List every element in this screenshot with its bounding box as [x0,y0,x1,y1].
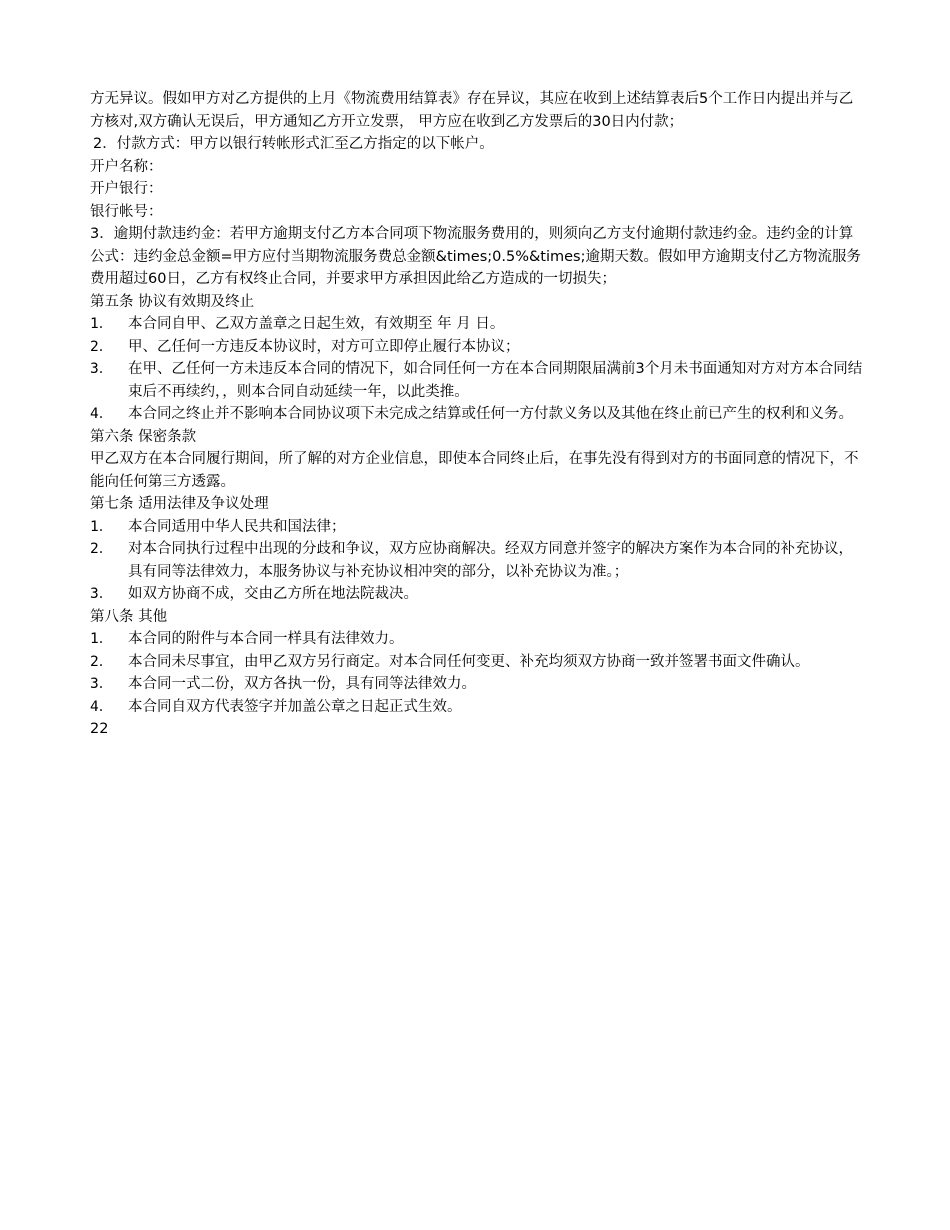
list-item-number: 1． [90,316,114,332]
list-item [90,516,865,539]
list-item-text: 本合同的附件与本合同一样具有法律效力。 [128,631,404,647]
list-item-number: 1． [90,518,114,535]
list-item-text: 对本合同执行过程中出现的分歧和争议，双方应协商解决。经双方同意并签字的解决方案作为本合同的补充协议，具有同等法律效力，本服务协议与补充协议相冲突的部分，以补充协议为准。； [128,541,853,580]
bank-line: 开户银行： [90,181,163,197]
list-item [90,538,865,583]
list-item-text: 本合同一式二份，双方各执一份，具有同等法律效力。 [128,676,476,692]
list-item [90,358,865,403]
article-6-title: 第六条 保密条款 [90,428,197,445]
payment-settlement-paragraph: 方无异议。假如甲方对乙方提供的上月《物流费用结算表》存在异议，其应在收到上述结算表后5个工作日内提出并与乙方核对,双方确认无误后，甲方通知乙方开立发票， 甲方应在收到乙方发票后的30日内付款； [90,91,854,130]
page-number: 22 [90,721,109,737]
payment-method-paragraph: 2．付款方式：甲方以银行转帐形式汇至乙方指定的以下帐户。 [93,136,494,152]
list-item-text: 本合同之终止并不影响本合同协议项下未完成之结算或任何一方付款义务以及其他在终止前已产生的权利和义务。 [128,406,853,422]
list-item-text: 本合同自双方代表签字并加盖公章之日起正式生效。 [128,698,462,715]
list-item-text: 本合同自甲、乙双方盖章之日起生效，有效期至 年 月 日。 [128,316,505,332]
list-item [90,403,865,426]
list-item-number: 3． [90,676,114,692]
article-5-list [90,313,865,426]
list-item-number: 4． [90,698,114,715]
list-item-number: 2． [90,338,114,355]
list-item-text: 在甲、乙任何一方未违反本合同的情况下，如合同任何一方在本合同期限届满前3个月未书面通知对方对方本合同结束后不再续约，，则本合同自动延续一年，以此类推。 [128,361,863,400]
article-6-text: 甲乙双方在本合同履行期间，所了解的对方企业信息，即使本合同终止后，在事先没有得到对方的书面同意的情况下，不能向任何第三方透露。 [90,451,859,490]
list-item-number: 3． [90,586,114,602]
list-item-number: 2． [90,653,114,670]
article-8-title: 第八条 其他 [90,608,168,625]
list-item [90,583,865,606]
list-item [90,628,865,651]
list-item-text: 本合同适用中华人民共和国法律； [128,518,346,535]
list-item [90,696,865,719]
list-item-text: 如双方协商不成，交由乙方所在地法院裁决。 [128,586,418,602]
article-8-list [90,628,865,718]
article-5-title: 第五条 协议有效期及终止 [90,293,255,310]
article-7-list [90,516,865,606]
list-item-text: 本合同未尽事宜，由甲乙双方另行商定。对本合同任何变更、补充均须双方协商一致并签署书面文件确认。 [128,653,810,670]
list-item-number: 3． [90,361,114,377]
list-item-text: 甲、乙任何一方违反本协议时，对方可立即停止履行本协议； [128,338,520,355]
account-number-line: 银行帐号： [90,203,163,220]
list-item-number: 2． [90,541,114,557]
list-item [90,673,865,696]
article-7-title: 第七条 适用法律及争议处理 [90,496,269,512]
list-item [90,313,865,336]
contract-page [90,88,865,741]
list-item [90,336,865,359]
account-name-line: 开户名称： [90,158,163,175]
list-item [90,651,865,674]
list-item-number: 1． [90,631,114,647]
late-payment-paragraph: 3．逾期付款违约金：若甲方逾期支付乙方本合同项下物流服务费用的，则须向乙方支付逾期付款违约金。违约金的计算公式：违约金总金额=甲方应付当期物流服务费总金额&times;0.5%&times;逾期天数。假如甲方逾期支付乙方物流服务费用超过60日，乙方有权终止合同，并要求甲方承担因此给乙方造成的一切损失； [90,226,861,287]
list-item-number: 4． [90,406,114,422]
